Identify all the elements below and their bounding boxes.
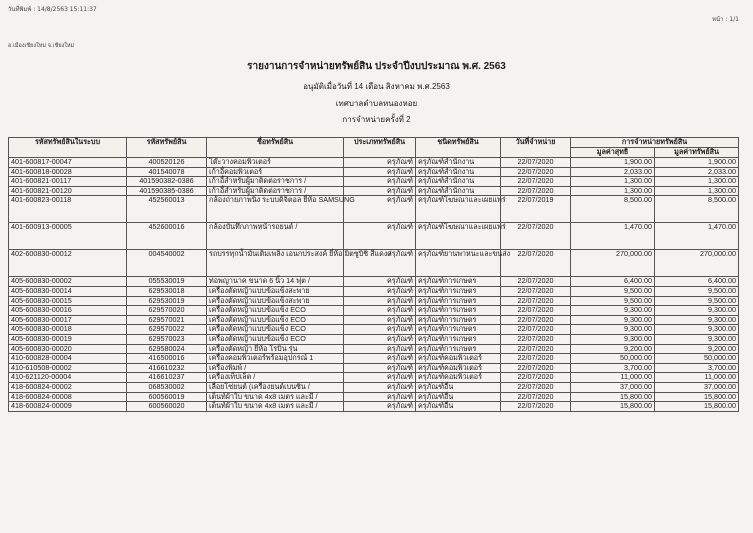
cell-disposal-date: 22/07/2020 [501, 334, 571, 344]
table-row [9, 354, 739, 364]
cell-asset-code: 401590382-0386 [127, 177, 207, 187]
cell-asset-type: ครุภัณฑ์ [344, 158, 416, 168]
cell-category: ครุภัณฑ์การเกษตร [416, 315, 501, 325]
cell-disposal-date: 22/07/2020 [501, 392, 571, 402]
cell-asset-type: ครุภัณฑ์ [344, 277, 416, 287]
cell-asset-type: ครุภัณฑ์ [344, 223, 416, 250]
cell-asset-name: เก้าอี้สำหรับผู้มาติดต่อราชการ / [207, 177, 344, 187]
cell-category: ครุภัณฑ์โฆษณาและเผยแพร่ [416, 223, 501, 250]
cell-system-code: 405-600830-00014 [9, 286, 127, 296]
cell-system-code: 401-600913-00005 [9, 223, 127, 250]
cell-system-code: 405-600830-00015 [9, 296, 127, 306]
cell-asset-code: 629570022 [127, 325, 207, 335]
cell-disposal-date: 22/07/2020 [501, 167, 571, 177]
header-net-value: มูลค่าสุทธิ [571, 148, 655, 158]
cell-category: ครุภัณฑ์อื่น [416, 392, 501, 402]
cell-category: ครุภัณฑ์สำนักงาน [416, 186, 501, 196]
cell-disposal-date: 22/07/2020 [501, 382, 571, 392]
cell-asset-name: เครื่องตัดหญ้าแบบข้อแข็งสะพาย [207, 296, 344, 306]
cell-system-code: 410-621120-00004 [9, 373, 127, 383]
cell-net-value: 2,033.00 [571, 167, 655, 177]
cell-asset-value: 270,000.00 [655, 250, 739, 277]
cell-category: ครุภัณฑ์การเกษตร [416, 306, 501, 316]
cell-asset-name: กล้องถ่ายภาพนิ่ง ระบบดิจิตอล ยี่ห้อ SAMSUNG [207, 196, 344, 223]
cell-system-code: 401-600818-00028 [9, 167, 127, 177]
cell-system-code: 405-600830-00016 [9, 306, 127, 316]
cell-net-value: 1,470.00 [571, 223, 655, 250]
header-category: ชนิดทรัพย์สิน [416, 138, 501, 158]
cell-asset-code: 416610237 [127, 373, 207, 383]
cell-category: ครุภัณฑ์สำนักงาน [416, 158, 501, 168]
cell-disposal-date: 22/07/2020 [501, 315, 571, 325]
cell-net-value: 50,000.00 [571, 354, 655, 364]
cell-net-value: 9,300.00 [571, 315, 655, 325]
cell-category: ครุภัณฑ์การเกษตร [416, 277, 501, 287]
cell-category: ครุภัณฑ์การเกษตร [416, 325, 501, 335]
cell-system-code: 405-600830-00019 [9, 334, 127, 344]
cell-asset-code: 600560019 [127, 392, 207, 402]
cell-disposal-date: 22/07/2020 [501, 325, 571, 335]
cell-asset-code: 629570021 [127, 315, 207, 325]
cell-asset-code: 416500016 [127, 354, 207, 364]
cell-asset-type: ครุภัณฑ์ [344, 373, 416, 383]
page-number: หน้า : 1/1 [712, 16, 739, 23]
cell-asset-name: เลื่อยโซ่ยนต์ (เครื่องยนต์เบนซิน / [207, 382, 344, 392]
cell-asset-value: 3,700.00 [655, 363, 739, 373]
cell-asset-value: 50,000.00 [655, 354, 739, 364]
cell-asset-code: 401540078 [127, 167, 207, 177]
cell-net-value: 9,300.00 [571, 334, 655, 344]
cell-disposal-date: 22/07/2020 [501, 306, 571, 316]
cell-asset-value: 9,300.00 [655, 315, 739, 325]
cell-asset-type: ครุภัณฑ์ [344, 315, 416, 325]
cell-net-value: 270,000.00 [571, 250, 655, 277]
cell-system-code: 410-610508-00002 [9, 363, 127, 373]
header-asset-value: มูลค่าทรัพย์สิน [655, 148, 739, 158]
cell-category: ครุภัณฑ์คอมพิวเตอร์ [416, 373, 501, 383]
cell-asset-value: 9,500.00 [655, 296, 739, 306]
cell-asset-name: เครื่องตัดหญ้าแบบข้อแข็ง ECO [207, 315, 344, 325]
cell-asset-name: เครื่องพิมพ์ / [207, 363, 344, 373]
cell-disposal-date: 22/07/2020 [501, 186, 571, 196]
cell-disposal-date: 22/07/2020 [501, 158, 571, 168]
cell-net-value: 3,700.00 [571, 363, 655, 373]
cell-asset-name: กล้องบันทึกภาพหน้ารถยนต์ / [207, 223, 344, 250]
cell-asset-value: 6,400.00 [655, 277, 739, 287]
header-asset-code: รหัสทรัพย์สิน [127, 138, 207, 158]
cell-disposal-date: 22/07/2020 [501, 223, 571, 250]
table-row [9, 334, 739, 344]
cell-asset-code: 452560013 [127, 196, 207, 223]
cell-asset-value: 15,800.00 [655, 392, 739, 402]
cell-asset-code: 629530018 [127, 286, 207, 296]
table-row [9, 177, 739, 187]
cell-category: ครุภัณฑ์สำนักงาน [416, 167, 501, 177]
cell-asset-value: 9,300.00 [655, 334, 739, 344]
cell-asset-type: ครุภัณฑ์ [344, 196, 416, 223]
cell-asset-value: 9,200.00 [655, 344, 739, 354]
cell-net-value: 15,800.00 [571, 402, 655, 412]
cell-net-value: 9,500.00 [571, 296, 655, 306]
cell-category: ครุภัณฑ์โฆษณาและเผยแพร่ [416, 196, 501, 223]
cell-asset-value: 1,300.00 [655, 177, 739, 187]
cell-asset-type: ครุภัณฑ์ [344, 186, 416, 196]
cell-asset-type: ครุภัณฑ์ [344, 286, 416, 296]
cell-asset-code: 400520126 [127, 158, 207, 168]
cell-net-value: 11,000.00 [571, 373, 655, 383]
cell-asset-name: เครื่องตัดหญ้าแบบข้อแข็ง ECO [207, 334, 344, 344]
cell-disposal-date: 22/07/2020 [501, 402, 571, 412]
cell-asset-type: ครุภัณฑ์ [344, 392, 416, 402]
cell-system-code: 410-600828-00004 [9, 354, 127, 364]
header-asset-type: ประเภททรัพย์สิน [344, 138, 416, 158]
cell-system-code: 401-600821-00117 [9, 177, 127, 187]
cell-asset-type: ครุภัณฑ์ [344, 177, 416, 187]
cell-asset-code: 452600016 [127, 223, 207, 250]
cell-disposal-date: 22/07/2020 [501, 250, 571, 277]
report-title: รายงานการจำหน่ายทรัพย์สิน ประจำปีงบประมาณ พ.ศ. 2563 [247, 61, 506, 72]
table-row [9, 286, 739, 296]
cell-asset-value: 11,000.00 [655, 373, 739, 383]
cell-category: ครุภัณฑ์คอมพิวเตอร์ [416, 363, 501, 373]
cell-asset-code: 416610232 [127, 363, 207, 373]
cell-asset-name: เต็นท์ผ้าใบ ขนาด 4x8 เมตร และมี / [207, 402, 344, 412]
table-row [9, 158, 739, 168]
cell-disposal-date: 22/07/2020 [501, 277, 571, 287]
cell-asset-name: เครื่องตัดหญ้าแบบข้อแข็ง ECO [207, 306, 344, 316]
cell-category: ครุภัณฑ์การเกษตร [416, 334, 501, 344]
cell-asset-name: เครื่องคอมพิวเตอร์พร้อมอุปกรณ์ 1 [207, 354, 344, 364]
cell-asset-name: รถบรรทุกน้ำมันเติมเพลิง เอนกประสงค์ ยี่ห้อ มิตซูบิชิ สีแดง / [207, 250, 344, 277]
cell-category: ครุภัณฑ์สำนักงาน [416, 177, 501, 187]
cell-system-code: 405-600830-00002 [9, 277, 127, 287]
cell-asset-type: ครุภัณฑ์ [344, 402, 416, 412]
cell-net-value: 1,300.00 [571, 177, 655, 187]
cell-asset-value: 1,470.00 [655, 223, 739, 250]
cell-category: ครุภัณฑ์คอมพิวเตอร์ [416, 354, 501, 364]
table-row [9, 196, 739, 223]
cell-net-value: 15,800.00 [571, 392, 655, 402]
cell-asset-name: เครื่องตัดหญ้าแบบข้อแข็งสะพาย [207, 286, 344, 296]
cell-asset-name: เก้าอี้สำหรับผู้มาติดต่อราชการ / [207, 186, 344, 196]
cell-net-value: 1,300.00 [571, 186, 655, 196]
cell-asset-value: 1,900.00 [655, 158, 739, 168]
cell-disposal-date: 22/07/2020 [501, 296, 571, 306]
cell-asset-code: 629570020 [127, 306, 207, 316]
cell-asset-value: 1,300.00 [655, 186, 739, 196]
table-row [9, 250, 739, 277]
cell-asset-name: เต็นท์ผ้าใบ ขนาด 4x8 เมตร และมี / [207, 392, 344, 402]
cell-asset-type: ครุภัณฑ์ [344, 167, 416, 177]
cell-asset-type: ครุภัณฑ์ [344, 354, 416, 364]
cell-asset-code: 068530002 [127, 382, 207, 392]
cell-disposal-date: 22/07/2020 [501, 344, 571, 354]
cell-asset-value: 37,000.00 [655, 382, 739, 392]
cell-asset-value: 9,500.00 [655, 286, 739, 296]
municipality-name: เทศบาลตำบลหนองหอย [335, 99, 418, 108]
table-row [9, 306, 739, 316]
table-row [9, 223, 739, 250]
print-date: วันที่พิมพ์ : 14/8/2563 15:11:37 [8, 6, 97, 13]
cell-asset-code: 629530019 [127, 296, 207, 306]
cell-category: ครุภัณฑ์ยานพาหนะและขนส่ง [416, 250, 501, 277]
cell-net-value: 9,300.00 [571, 325, 655, 335]
header-system-code: รหัสทรัพย์สินในระบบ [9, 138, 127, 158]
cell-system-code: 401-600823-00118 [9, 196, 127, 223]
cell-net-value: 9,200.00 [571, 344, 655, 354]
header-asset-name: ชื่อทรัพย์สิน [207, 138, 344, 158]
header-disposal-date: วันที่จำหน่าย [501, 138, 571, 158]
cell-net-value: 9,500.00 [571, 286, 655, 296]
cell-disposal-date: 22/07/2020 [501, 363, 571, 373]
cell-category: ครุภัณฑ์การเกษตร [416, 296, 501, 306]
cell-asset-value: 15,800.00 [655, 402, 739, 412]
header-disposal-group: การจำหน่ายทรัพย์สิน [571, 138, 739, 148]
cell-system-code: 418-600824-00009 [9, 402, 127, 412]
cell-asset-type: ครุภัณฑ์ [344, 325, 416, 335]
cell-asset-code: 401590385-0386 [127, 186, 207, 196]
cell-asset-value: 9,300.00 [655, 306, 739, 316]
cell-asset-code: 629570023 [127, 334, 207, 344]
cell-asset-name: ท่อพญานาค ขนาด 6 นิ้ว 14 ฟุต / [207, 277, 344, 287]
cell-disposal-date: 22/07/2019 [501, 196, 571, 223]
table-row [9, 373, 739, 383]
cell-system-code: 405-600830-00020 [9, 344, 127, 354]
cell-system-code: 405-600830-00017 [9, 315, 127, 325]
cell-disposal-date: 22/07/2020 [501, 354, 571, 364]
cell-system-code: 418-600824-00008 [9, 392, 127, 402]
disposal-round: การจำหน่ายครั้งที่ 2 [342, 115, 411, 124]
cell-system-code: 405-600830-00018 [9, 325, 127, 335]
disposal-table [8, 137, 739, 412]
cell-disposal-date: 22/07/2020 [501, 286, 571, 296]
cell-disposal-date: 22/07/2020 [501, 373, 571, 383]
cell-net-value: 8,500.00 [571, 196, 655, 223]
cell-system-code: 401-600817-00047 [9, 158, 127, 168]
table-row [9, 402, 739, 412]
cell-asset-code: 629580024 [127, 344, 207, 354]
approval-date: อนุมัติเมื่อวันที่ 14 เดือน สิงหาคม พ.ศ.2563 [303, 82, 450, 91]
table-row [9, 325, 739, 335]
cell-disposal-date: 22/07/2020 [501, 177, 571, 187]
cell-asset-type: ครุภัณฑ์ [344, 334, 416, 344]
cell-asset-code: 004540002 [127, 250, 207, 277]
cell-net-value: 6,400.00 [571, 277, 655, 287]
cell-category: ครุภัณฑ์การเกษตร [416, 286, 501, 296]
cell-asset-value: 8,500.00 [655, 196, 739, 223]
cell-asset-type: ครุภัณฑ์ [344, 306, 416, 316]
cell-asset-name: เครื่องตัดหญ้าแบบข้อแข็ง ECO [207, 325, 344, 335]
cell-asset-code: 055530019 [127, 277, 207, 287]
cell-asset-value: 2,033.00 [655, 167, 739, 177]
cell-asset-value: 9,300.00 [655, 325, 739, 335]
cell-category: ครุภัณฑ์อื่น [416, 382, 501, 392]
cell-asset-type: ครุภัณฑ์ [344, 363, 416, 373]
cell-asset-type: ครุภัณฑ์ [344, 344, 416, 354]
cell-asset-name: โต๊ะวางคอมพิวเตอร์ [207, 158, 344, 168]
cell-system-code: 401-600821-00120 [9, 186, 127, 196]
cell-asset-type: ครุภัณฑ์ [344, 296, 416, 306]
cell-net-value: 37,000.00 [571, 382, 655, 392]
cell-system-code: 402-600830-00012 [9, 250, 127, 277]
cell-asset-type: ครุภัณฑ์ [344, 382, 416, 392]
cell-asset-name: เก้าอี้คอมพิวเตอร์ [207, 167, 344, 177]
organization-location: อ.เมืองเชียงใหม่ จ.เชียงใหม่ [8, 43, 75, 49]
table-row [9, 382, 739, 392]
cell-category: ครุภัณฑ์การเกษตร [416, 344, 501, 354]
cell-category: ครุภัณฑ์อื่น [416, 402, 501, 412]
cell-net-value: 1,900.00 [571, 158, 655, 168]
cell-asset-name: เครื่องเท็ปเล็ต / [207, 373, 344, 383]
cell-system-code: 418-600824-00002 [9, 382, 127, 392]
cell-asset-code: 600560020 [127, 402, 207, 412]
cell-asset-type: ครุภัณฑ์ [344, 250, 416, 277]
cell-asset-name: เครื่องตัดหญ้า ยี่ห้อ โรบิน รุ่น [207, 344, 344, 354]
cell-net-value: 9,300.00 [571, 306, 655, 316]
